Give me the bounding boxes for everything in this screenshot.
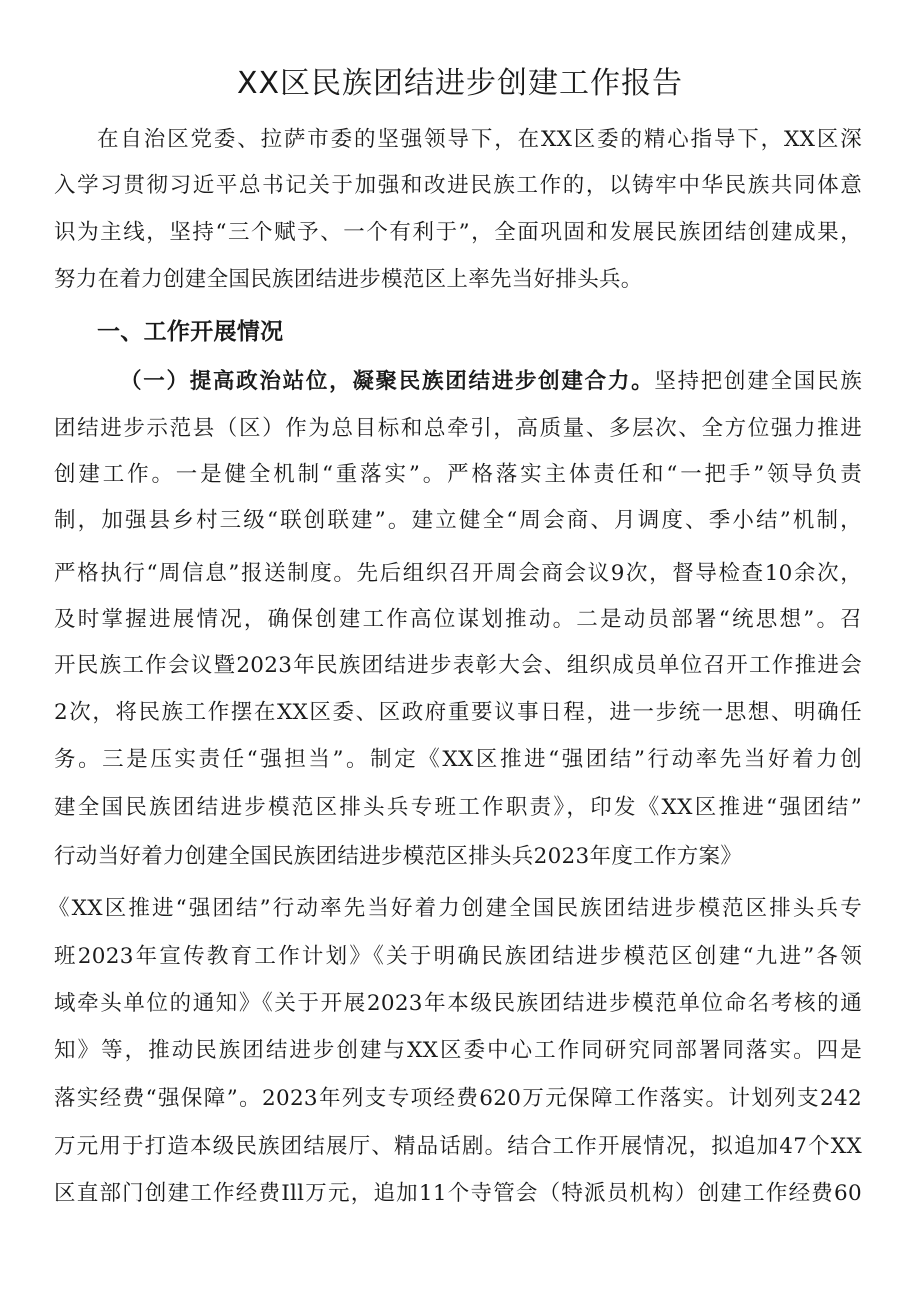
intro-line-3: 识为主线，坚持“三个赋予、一个有利于”，全面巩固和发展民族团结创建成果， — [54, 220, 862, 245]
body-line-5: 及时掌握进展情况，确保创建工作高位谋划推动。二是动员部署“统思想”。召 — [54, 607, 862, 632]
body-line-1: 团结进步示范县（区）作为总目标和总牵引，高质量、多层次、全方位强力推进 — [54, 416, 862, 441]
intro-line-4: 努力在着力创建全国民族团结进步模范区上率先当好排头兵。 — [54, 267, 643, 292]
body-line-17: 区直部门创建工作经费Ill万元，追加11个寺管会（特派员机构）创建工作经费60 — [54, 1181, 862, 1206]
body-line-8: 务。三是压实责任“强担当”。制定《XX区推进“强团结”行动率先当好着力创 — [54, 747, 862, 772]
subsection-heading: （一）提高政治站位，凝聚民族团结进步创建合力。 — [120, 369, 655, 394]
subsection-lead-rest: 坚持把创建全国民族 — [654, 369, 862, 394]
intro-line-2: 入学习贯彻习近平总书记关于加强和改进民族工作的，以铸牢中华民族共同体意 — [54, 173, 862, 198]
body-line-4: 严格执行“周信息”报送制度。先后组织召开周会商会议9次，督导检查10余次， — [54, 561, 862, 586]
body-line-3: 制，加强县乡村三级“联创联建”。建立健全“周会商、月调度、季小结”机制， — [54, 508, 862, 533]
body-line-14: 知》等，推动民族团结进步创建与XX区委中心工作同研究同部署同落实。四是 — [54, 1038, 862, 1063]
body-line-13: 域牵头单位的通知》《关于开展2023年本级民族团结进步模范单位命名考核的通 — [54, 991, 862, 1016]
body-line-7: 2次，将民族工作摆在XX区委、区政府重要议事日程，进一步统一思想、明确任 — [54, 700, 862, 725]
document-title: XX区民族团结进步创建工作报告 — [236, 66, 684, 101]
body-line-6: 开民族工作会议暨2023年民族团结进步表彰大会、组织成员单位召开工作推进会 — [54, 653, 862, 678]
subsection-lead-line — [120, 362, 862, 402]
body-line-11: 《XX区推进“强团结”行动率先当好着力创建全国民族团结进步模范区排头兵专 — [48, 896, 862, 921]
body-line-10: 行动当好着力创建全国民族团结进步模范区排头兵2023年度工作方案》 — [54, 844, 743, 869]
body-line-9: 建全国民族团结进步模范区排头兵专班工作职责》，印发《XX区推进“强团结” — [54, 795, 862, 820]
body-line-2: 创建工作。一是健全机制“重落实”。严格落实主体责任和“一把手”领导负责 — [54, 462, 862, 487]
body-line-15: 落实经费“强保障”。2023年列支专项经费620万元保障工作落实。计划列支242 — [54, 1086, 862, 1111]
body-line-16: 万元用于打造本级民族团结展厅、精品话剧。结合工作开展情况，拟追加47个XX — [54, 1134, 862, 1159]
intro-line-1: 在自治区党委、拉萨市委的坚强领导下，在XX区委的精心指导下，XX区深 — [97, 127, 862, 152]
section-heading: 一、工作开展情况 — [97, 319, 284, 345]
body-line-12: 班2023年宣传教育工作计划》《关于明确民族团结进步模范区创建“九进”各领 — [54, 944, 862, 969]
